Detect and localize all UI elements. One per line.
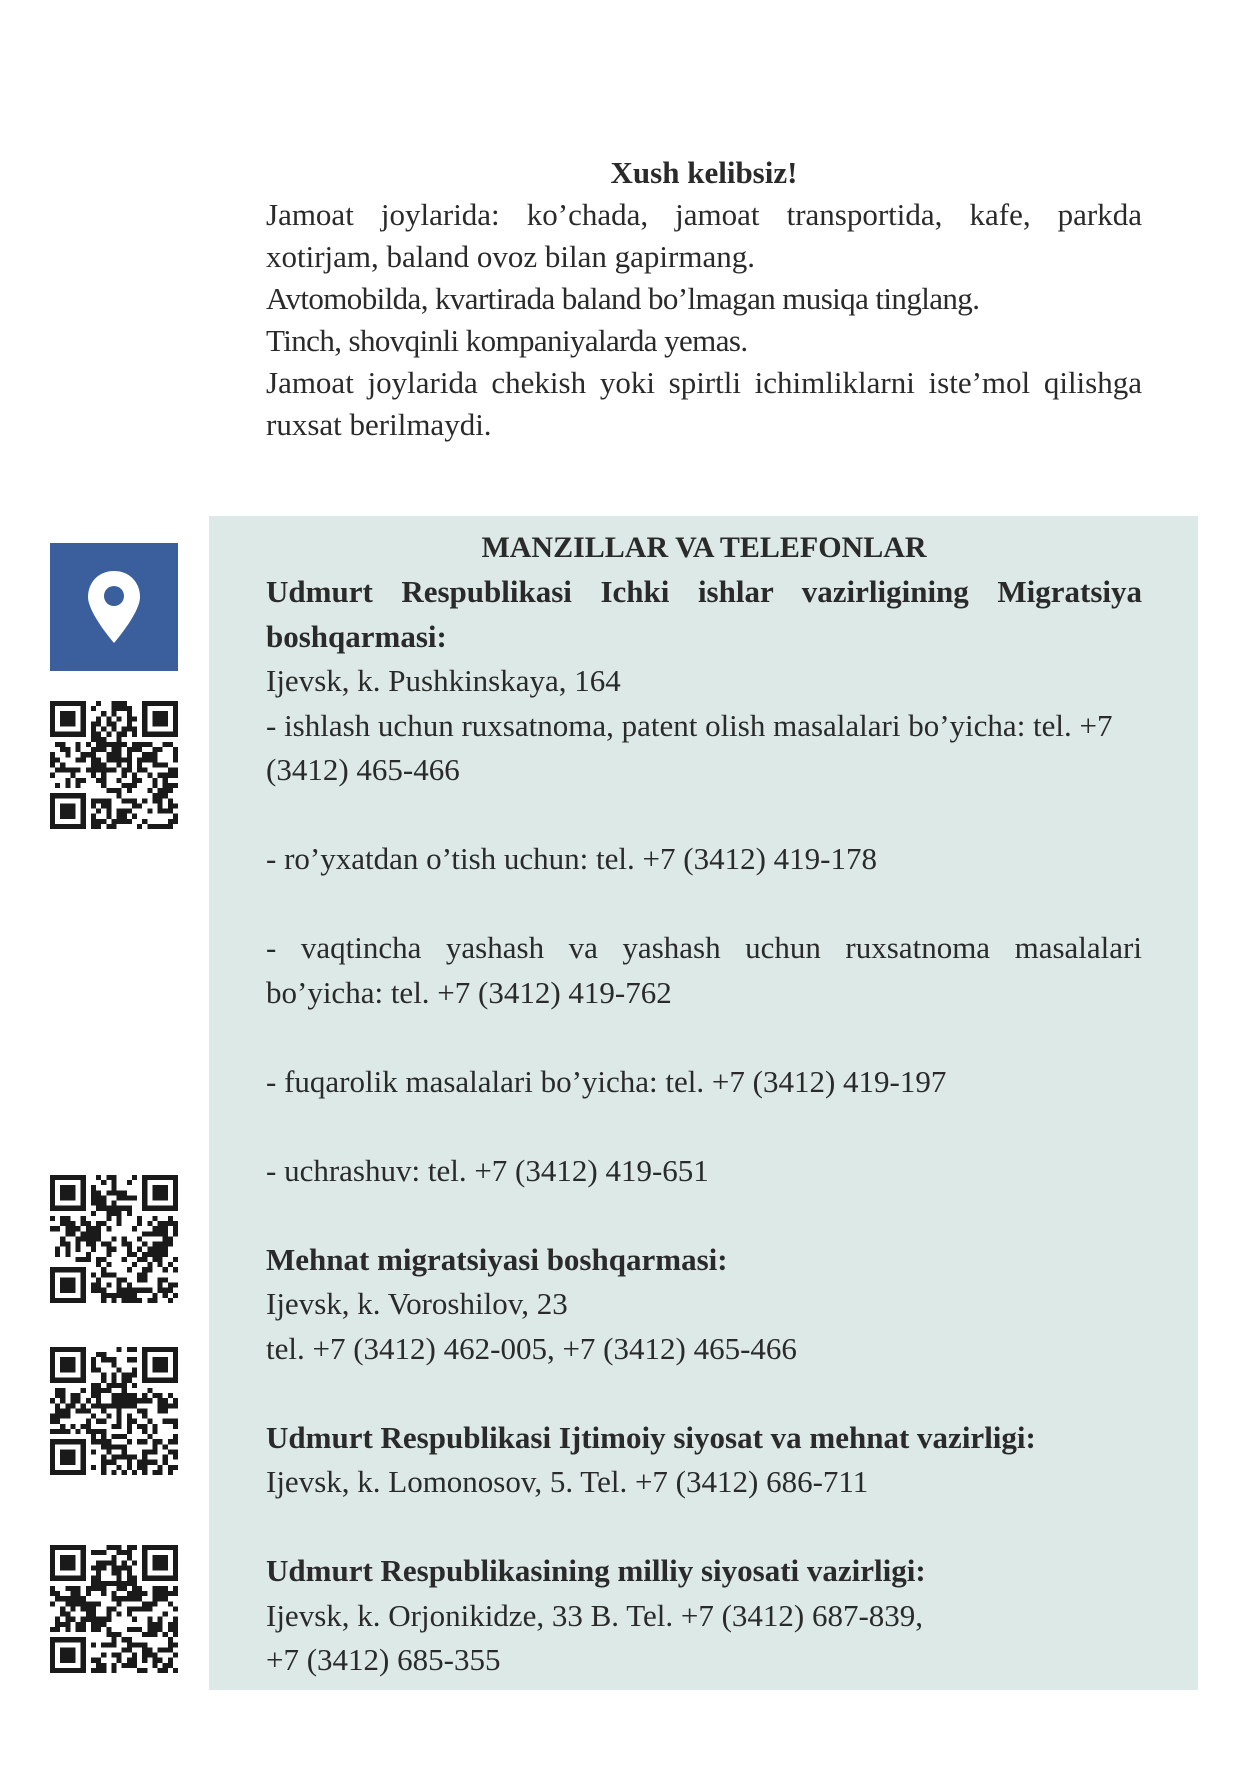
labor-office-name: Mehnat migratsiyasi boshqarmasi:: [266, 1241, 728, 1277]
migration-office-address: Ijevsk, k. Pushkinskaya, 164: [266, 663, 621, 698]
intro-paragraph: Jamoat joylarida chekish yoki spirtli ichimliklarni iste’mol qilishga ruxsat berilmaydi.: [266, 365, 1142, 442]
welcome-title: Xush kelibsiz!: [610, 155, 798, 190]
contacts-title: MANZILLAR VA TELEFONLAR: [481, 531, 927, 564]
migration-work-permit-phone: - ishlash uchun ruxsatnoma, patent olish masalalari bo’yicha: tel. +7 (3412) 465-466: [266, 707, 1113, 787]
location-pin-icon: [50, 543, 178, 671]
migration-office-name: Udmurt Respublikasi Ichki ishlar vazirligining Migratsiya boshqarmasi:: [266, 574, 1142, 654]
migration-residence-phone: - vaqtincha yashash va yashash uchun ruxsatnoma masalalari bo’yicha: tel. +7 (3412) 419-762: [266, 930, 1142, 1010]
intro-paragraph: Avtomobilda, kvartirada baland bo’lmagan musiqa tinglang.: [266, 281, 980, 316]
intro-paragraph: Tinch, shovqinli kompaniyalarda yemas.: [266, 323, 748, 358]
qr-code-icon[interactable]: [50, 1545, 178, 1673]
social-ministry-address-phone: Ijevsk, k. Lomonosov, 5. Tel. +7 (3412) 686-711: [266, 1464, 869, 1499]
intro-paragraph: Jamoat joylarida: ko’chada, jamoat transportida, kafe, parkda xotirjam, baland ovoz bilan gapirmang.: [266, 197, 1142, 274]
qr-code-icon[interactable]: [50, 1347, 178, 1475]
national-ministry-name: Udmurt Respublikasining milliy siyosati vazirligi:: [266, 1553, 926, 1588]
migration-registration-phone: - ro’yxatdan o’tish uchun: tel. +7 (3412) 419-178: [266, 841, 877, 876]
qr-code-icon[interactable]: [50, 1175, 178, 1303]
national-ministry-address-phone: Ijevsk, k. Orjonikidze, 33 B. Tel. +7 (3412) 687-839,: [266, 1597, 924, 1633]
labor-office-phones: tel. +7 (3412) 462-005, +7 (3412) 465-466: [266, 1330, 797, 1366]
qr-code-icon[interactable]: [50, 701, 178, 829]
social-ministry-name: Udmurt Respublikasi Ijtimoiy siyosat va mehnat vazirligi:: [266, 1419, 1036, 1455]
labor-office-address: Ijevsk, k. Voroshilov, 23: [266, 1286, 568, 1321]
migration-citizenship-phone: - fuqarolik masalalari bo’yicha: tel. +7 (3412) 419-197: [266, 1063, 947, 1099]
national-ministry-phone-extra: +7 (3412) 685-355: [266, 1642, 501, 1677]
migration-appointment-phone: - uchrashuv: tel. +7 (3412) 419-651: [266, 1152, 709, 1188]
contacts-panel: [209, 516, 1198, 1690]
welcome-section: [266, 152, 1142, 446]
